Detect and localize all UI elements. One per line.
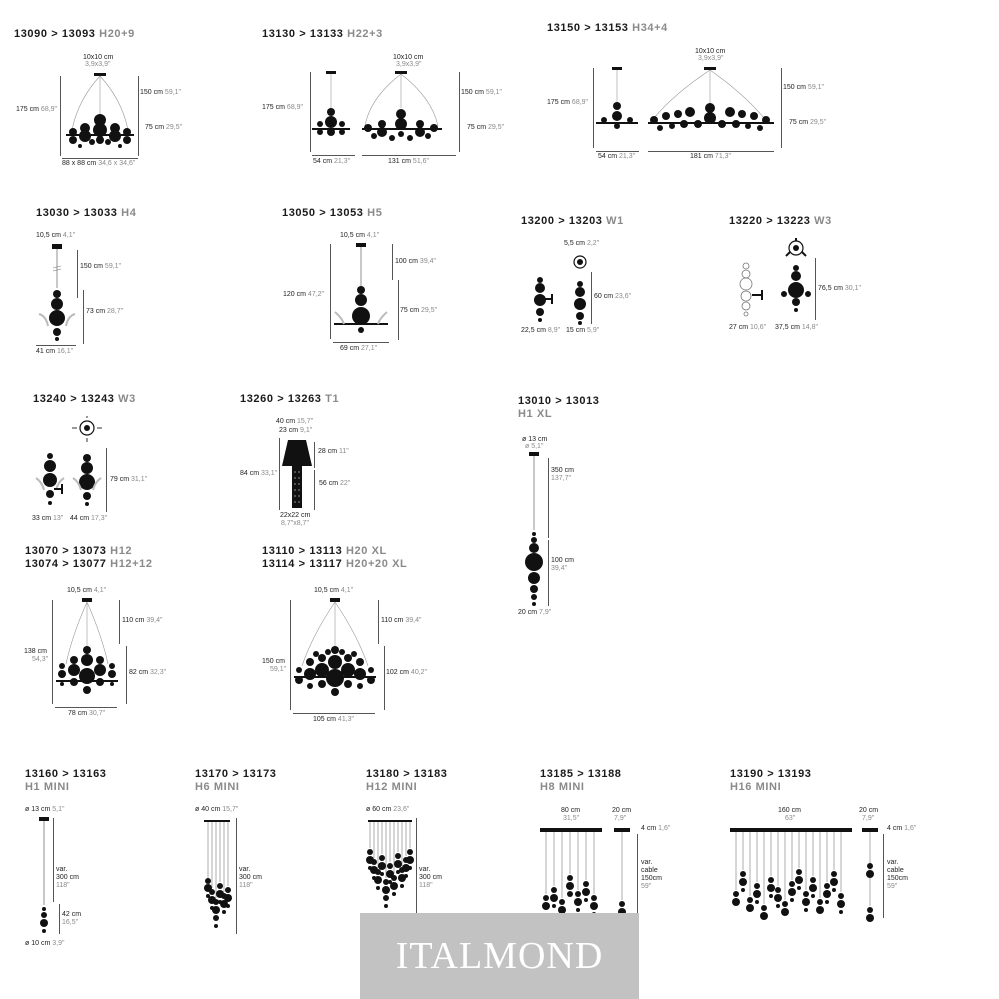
dim-cable-height: 110 cm 39,4"	[122, 617, 163, 624]
dim-width: 41 cm 16,1"	[36, 348, 74, 355]
dim-width: 88 x 88 cm 34,6 x 34,6"	[62, 160, 136, 167]
dim-total-height: 175 cm 68,9"	[262, 104, 304, 111]
chandelier-drawing	[310, 68, 460, 154]
dim-line	[126, 646, 127, 704]
pendant-drawing	[330, 240, 392, 340]
dim-cable-height: 150 cm 59,1"	[783, 84, 825, 91]
chandelier-drawing	[292, 596, 378, 706]
dim-canopy: 10,5 cm 4,1"	[67, 587, 107, 594]
pendant-drawing	[36, 815, 52, 937]
dim-shade-height: 28 cm 11"	[318, 448, 349, 455]
bar-pendant-drawing	[728, 824, 880, 924]
dim-width: 20 cm 7,9"	[518, 609, 552, 616]
dim-line	[333, 342, 389, 343]
dim-body-height: 75 cm 29,5"	[789, 119, 827, 126]
dim-cable-height: 300 cm	[239, 874, 262, 881]
dim-canopy-in: ø 5,1"	[525, 443, 544, 450]
watermark-text: ITALMOND	[395, 935, 604, 977]
dim-body-height: 75 cm 29,5"	[467, 124, 505, 131]
dim-cable-height-in: 118"	[419, 882, 433, 889]
dim-body-height-in: 16,5"	[62, 919, 79, 926]
dim-depth: 22,5 cm 8,9"	[521, 327, 561, 334]
dim-cable: cable	[641, 867, 658, 874]
dim-width-2: 131 cm 51,6"	[388, 158, 430, 165]
dim-body-height: 102 cm 40,2"	[386, 669, 428, 676]
dim-bar-2: 20 cm	[612, 807, 632, 814]
dim-canopy-in: 3,9x3,9"	[396, 61, 422, 68]
dim-total-height: 120 cm 47,2"	[283, 291, 325, 298]
dim-width: 15 cm 5,9"	[566, 327, 600, 334]
wall-lamp-drawing	[34, 416, 106, 514]
dim-line	[548, 458, 549, 538]
dim-shade-top: 40 cm 15,7"	[276, 418, 314, 425]
dim-line	[781, 68, 782, 148]
model-label: H1 XL	[518, 408, 553, 420]
product-code-2: 13074 > 13077 H12+12	[25, 558, 153, 570]
dim-line	[548, 540, 549, 606]
dim-canopy: 10,5 cm 4,1"	[314, 587, 354, 594]
pendant-drawing	[36, 240, 78, 345]
dim-line	[416, 818, 417, 918]
dim-height: 60 cm 23,6"	[594, 293, 632, 300]
dim-body-height: 100 cm	[551, 557, 574, 564]
dim-var: var.	[239, 866, 251, 873]
model-label: H6 MINI	[195, 781, 240, 793]
dim-line	[398, 280, 399, 340]
dim-cable-height: 110 cm 39,4"	[381, 617, 422, 624]
dim-line	[392, 244, 393, 280]
product-code-2: 13114 > 13117 H20+20 XL	[262, 558, 408, 570]
chandelier-drawing	[60, 70, 140, 156]
code-label: 13090 > 13093	[14, 28, 96, 40]
dim-base-height: 56 cm 22"	[319, 480, 351, 487]
dim-cable-height: 300 cm	[419, 874, 442, 881]
dim-cable: cable	[887, 867, 904, 874]
dim-line	[52, 600, 53, 704]
dim-canopy-in: 3,9x3,9"	[698, 55, 724, 62]
dim-cable-height: 150cm	[887, 875, 909, 882]
dim-line	[312, 155, 355, 156]
cluster-drawing	[200, 818, 234, 936]
dim-var: var.	[419, 866, 431, 873]
product-code: 13240 > 13243 W3	[33, 393, 136, 405]
dim-cable-height-in: 137,7"	[551, 475, 572, 482]
dim-var: var.	[641, 859, 653, 866]
dim-canopy: 10x10 cm	[83, 54, 114, 61]
cluster-drawing	[366, 818, 414, 920]
dim-width-1: 54 cm 21,3"	[598, 153, 636, 160]
dim-total-height-in: 54,3"	[32, 656, 49, 663]
dim-line	[293, 713, 375, 714]
dim-width: 69 cm 27,1"	[340, 345, 378, 352]
dim-bar: 80 cm	[561, 807, 581, 814]
dim-body-height: 75 cm 29,5"	[145, 124, 183, 131]
dim-var: var.	[887, 859, 899, 866]
dim-line	[314, 442, 315, 468]
dim-bar: 160 cm	[778, 807, 801, 814]
dim-line	[883, 834, 884, 918]
dim-cable-height: 150cm	[641, 875, 663, 882]
product-code: 13160 > 13163	[25, 768, 107, 780]
dim-cable-height-in: 59"	[641, 883, 652, 890]
model-label: H12 MINI	[366, 781, 418, 793]
product-code	[14, 28, 135, 40]
dim-canopy: 10x10 cm	[393, 54, 424, 61]
dim-cable-height: 350 cm	[551, 467, 574, 474]
dim-cable-height-in: 118"	[239, 882, 253, 889]
chandelier-drawing	[594, 64, 780, 144]
product-code: 13170 > 13173	[195, 768, 277, 780]
dim-body-height: 42 cm	[62, 911, 82, 918]
dim-cable-height: 150 cm 59,1"	[140, 89, 182, 96]
dim-line	[596, 151, 639, 152]
product-code: 13110 > 13113 H20 XL	[262, 545, 387, 557]
dim-width: 78 cm 30,7"	[68, 710, 106, 717]
dim-bar-in: 31,5"	[563, 815, 580, 822]
product-code: 13180 > 13183	[366, 768, 448, 780]
dim-line	[362, 155, 456, 156]
dim-line	[62, 158, 138, 159]
product-code: 13150 > 13153 H34+4	[547, 22, 668, 34]
dim-width: ø 10 cm 3,9"	[25, 940, 65, 947]
dim-width: 37,5 cm 14,8"	[775, 324, 818, 331]
dim-canopy: 10,5 cm 4,1"	[36, 232, 76, 239]
wall-lamp-drawing	[528, 250, 592, 326]
dim-depth: 27 cm 10,6"	[729, 324, 767, 331]
bar-pendant-drawing	[538, 824, 634, 920]
product-code: 13050 > 13053 H5	[282, 207, 383, 219]
dim-line	[378, 600, 379, 644]
dim-body-height: 73 cm 28,7"	[86, 308, 124, 315]
model-label: H8 MINI	[540, 781, 585, 793]
dim-cable-height: 150 cm 59,1"	[80, 263, 122, 270]
dim-line	[55, 707, 117, 708]
dim-bar-height: 4 cm 1,6"	[641, 825, 671, 832]
product-code: 13190 > 13193	[730, 768, 812, 780]
dim-line	[36, 345, 76, 346]
dim-total-height: 150 cm	[262, 658, 285, 665]
dim-line	[637, 834, 638, 918]
dim-line	[384, 646, 385, 710]
dim-line	[59, 904, 60, 934]
dim-total-height: 175 cm 68,9"	[16, 106, 58, 113]
dim-body-height: 82 cm 32,3"	[129, 669, 167, 676]
dim-height: 79 cm 31,1"	[110, 476, 148, 483]
model-label: H16 MINI	[730, 781, 782, 793]
dim-cable-height-in: 59"	[887, 883, 898, 890]
dim-base: 22x22 cm	[280, 512, 311, 519]
product-code: 13130 > 13133 H22+3	[262, 28, 383, 40]
dim-width: 105 cm 41,3"	[313, 716, 355, 723]
dim-total-height-in: 59,1"	[270, 666, 287, 673]
dim-width-1: 54 cm 21,3"	[313, 158, 351, 165]
product-code: 13185 > 13188	[540, 768, 622, 780]
watermark-logo	[360, 913, 639, 999]
dim-canopy: ø 40 cm 15,7"	[195, 806, 239, 813]
dim-cable-height-in: 118"	[56, 882, 70, 889]
dim-line	[648, 151, 774, 152]
dim-total-height: 175 cm 68,9"	[547, 99, 589, 106]
dim-cable-height: 100 cm 39,4"	[395, 258, 437, 265]
dim-height: 76,5 cm 30,1"	[818, 285, 861, 292]
dim-line	[106, 448, 107, 512]
dim-total-height: 84 cm 33,1"	[240, 470, 278, 477]
dim-canopy-in: 3,9x3,9"	[85, 61, 111, 68]
dim-bar-2-in: 7,9"	[614, 815, 627, 822]
dim-plate: 5,5 cm 2,2"	[564, 240, 600, 247]
model-label: H20+9	[99, 28, 135, 40]
dim-cable-height: 300 cm	[56, 874, 79, 881]
dim-canopy: 10,5 cm 4,1"	[340, 232, 380, 239]
dim-line	[815, 258, 816, 320]
dim-body-height: 75 cm 29,5"	[400, 307, 438, 314]
dim-canopy: ø 13 cm 5,1"	[25, 806, 65, 813]
pendant-drawing	[522, 450, 546, 610]
dim-bar-2: 20 cm	[859, 807, 879, 814]
dim-bar-height: 4 cm 1,6"	[887, 825, 917, 832]
dim-line	[53, 818, 54, 902]
dim-line	[314, 470, 315, 510]
product-code: 13220 > 13223 W3	[729, 215, 832, 227]
model-label: H1 MINI	[25, 781, 70, 793]
dim-var: var.	[56, 866, 68, 873]
dim-canopy: ø 60 cm 23,6"	[366, 806, 410, 813]
product-code: 13200 > 13203 W1	[521, 215, 624, 227]
product-code: 13010 > 13013	[518, 395, 600, 407]
wall-lamp-drawing	[734, 238, 814, 322]
dim-shade-bottom: 23 cm 9,1"	[279, 427, 313, 434]
dim-bar-in: 63"	[785, 815, 796, 822]
product-code: 13030 > 13033 H4	[36, 207, 137, 219]
dim-line	[83, 290, 84, 344]
dim-canopy: 10x10 cm	[695, 48, 726, 55]
dim-width: 44 cm 17,3"	[70, 515, 108, 522]
dim-width-2: 181 cm 71,3"	[690, 153, 732, 160]
dim-line	[290, 600, 291, 710]
dim-line	[236, 818, 237, 934]
dim-body-height-in: 39,4"	[551, 565, 568, 572]
product-code: 13260 > 13263 T1	[240, 393, 340, 405]
product-code: 13070 > 13073 H12	[25, 545, 133, 557]
dim-bar-2-in: 7,9"	[862, 815, 875, 822]
dim-base-in: 8,7"x8,7"	[281, 520, 309, 527]
dim-total-height: 138 cm	[24, 648, 47, 655]
dim-canopy: ø 13 cm	[522, 436, 548, 443]
dim-depth: 33 cm 13"	[32, 515, 64, 522]
chandelier-drawing	[54, 596, 120, 700]
dim-cable-height: 150 cm 59,1"	[461, 89, 503, 96]
table-lamp-drawing	[280, 438, 314, 512]
